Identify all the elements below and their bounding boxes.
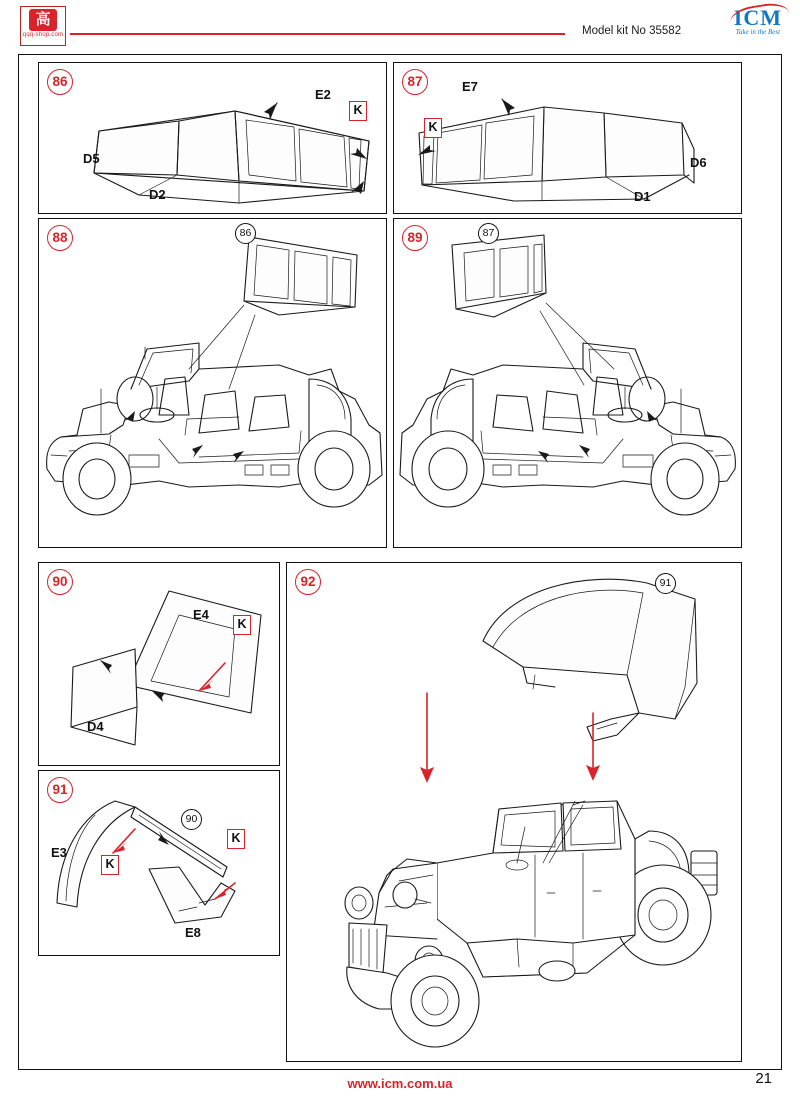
step-number-86: 86 [47, 69, 73, 95]
part-label-d5: D5 [83, 151, 100, 166]
part-label-e4: E4 [193, 607, 209, 622]
page-number: 21 [755, 1070, 772, 1087]
watermark-sub-text: qqq-shop.com [22, 32, 64, 38]
step-number-87: 87 [402, 69, 428, 95]
brand-tagline: Take in the Best [735, 28, 781, 36]
step-panel-90 [38, 562, 280, 766]
watermark-logo [20, 6, 66, 46]
subassembly-ref-90: 90 [181, 809, 202, 830]
part-label-e7: E7 [462, 79, 478, 94]
kit-number-label: Model kit No 35582 [582, 25, 682, 37]
header-divider-rule [70, 33, 565, 35]
part-label-e3: E3 [51, 845, 67, 860]
step-88-diagram [39, 219, 388, 549]
step-89-diagram [394, 219, 743, 549]
step-number-90: 90 [47, 569, 73, 595]
icm-brand-logo [733, 5, 782, 37]
step-panel-88 [38, 218, 387, 548]
mark-k-87: K [424, 118, 442, 138]
page-header [0, 0, 800, 52]
step-number-88: 88 [47, 225, 73, 251]
step-panel-87 [393, 62, 742, 214]
part-label-e8: E8 [185, 925, 201, 940]
part-label-d1: D1 [634, 189, 651, 204]
mark-k-86: K [349, 101, 367, 121]
mark-k-91-right: K [227, 829, 245, 849]
mark-k-91-left: K [101, 855, 119, 875]
subassembly-ref-91: 91 [655, 573, 676, 594]
step-panel-86 [38, 62, 387, 214]
step-number-92: 92 [295, 569, 321, 595]
part-label-e2: E2 [315, 87, 331, 102]
part-label-d6: D6 [690, 155, 707, 170]
step-91-diagram [39, 771, 281, 957]
footer-website-url[interactable]: www.icm.com.ua [347, 1076, 453, 1091]
watermark-main-text: 高 [29, 9, 57, 31]
brand-name: ICM [733, 5, 782, 30]
subassembly-ref-87: 87 [478, 223, 499, 244]
part-label-d4: D4 [87, 719, 104, 734]
mark-k-90: K [233, 615, 251, 635]
step-92-diagram [287, 563, 743, 1063]
step-panel-91 [38, 770, 280, 956]
step-87-diagram [394, 63, 743, 215]
step-panel-92 [286, 562, 742, 1062]
step-number-91: 91 [47, 777, 73, 803]
subassembly-ref-86: 86 [235, 223, 256, 244]
part-label-d2: D2 [149, 187, 166, 202]
step-86-diagram [39, 63, 388, 215]
step-90-diagram [39, 563, 281, 767]
step-panel-89 [393, 218, 742, 548]
step-number-89: 89 [402, 225, 428, 251]
